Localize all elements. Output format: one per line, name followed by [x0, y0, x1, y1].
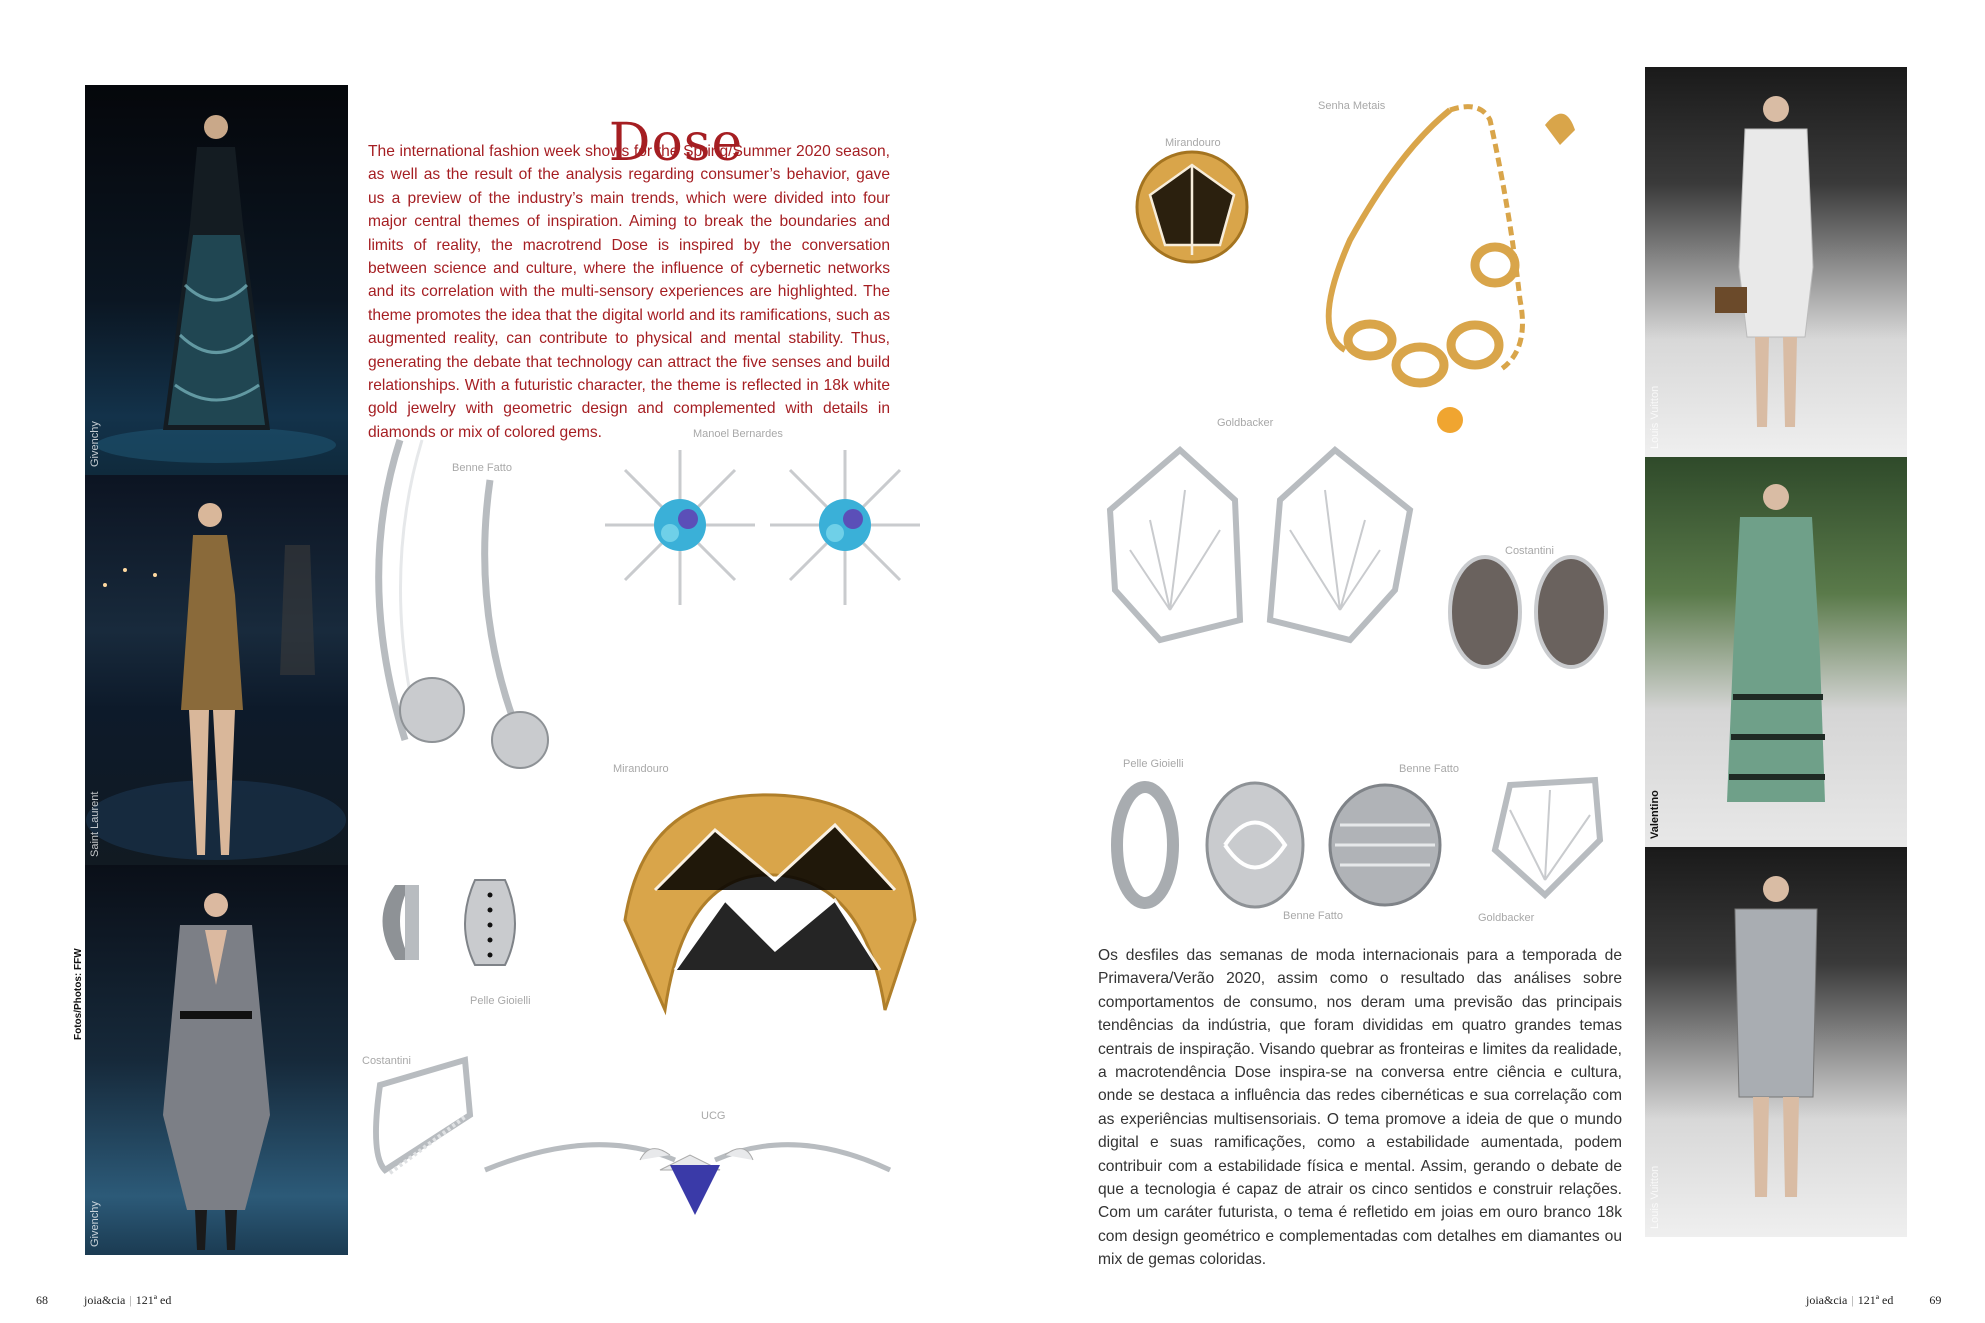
runway-photo-louis-vuitton-1 — [1645, 67, 1907, 457]
brand-label-pelle-gioielli: Pelle Gioielli — [1123, 758, 1184, 770]
photo-credit: Givenchy — [89, 1201, 101, 1247]
brand-label-costantini: Costantini — [362, 1055, 411, 1067]
edition-number: 121ª ed — [135, 1293, 172, 1307]
brand-label-ucg: UCG — [701, 1110, 726, 1122]
model-figure — [1645, 847, 1907, 1237]
gold-cuff-image — [605, 770, 935, 1080]
tanzanite-bracelet-image — [475, 1120, 895, 1250]
body-text-portuguese: Os desfiles das semanas de moda internacionais para a temporada de Primavera/Verão 2020, assim como o resultado das análises sobre comportamentos de consumo, nos deram uma previsão das principais tendências da indústria, que foram divididas em quatro grandes temas centrais de inspiração. Visando quebrar as fronteiras e limites da realidade, a macrotendência Dose inspira-se na conversa entre ciência e cultura, onde se destaca a influência das redes cibernéticas e sua correlação com as experiências multisensoriais. O tema promove a ideia de que o mundo digital e suas ramificações, como a estabilidade aumentada, podem contribuir com a estabilidade física e mental. Assim, gerando o debate de que a tecnologia é capaz de atrair os cinco sentidos e construir relações. Com um caráter futurista, o tema é refletido em joias em ouro branco 18k com design geométrico e complementadas com detalhes em diamantes ou mix de gemas coloridas. — [1098, 947, 1622, 1269]
brand-label-benne-fatto: Benne Fatto — [1399, 763, 1459, 775]
model-figure — [85, 475, 348, 865]
brand-label-manoel-bernardes: Manoel Bernardes — [693, 428, 783, 440]
runway-photo-givenchy-1 — [85, 85, 348, 475]
magazine-name: joia&cia — [84, 1293, 126, 1307]
edition-number: 121ª ed — [1857, 1293, 1894, 1307]
runway-photo-givenchy-2 — [85, 865, 348, 1255]
photo-credit: Saint Laurent — [89, 791, 101, 857]
brand-label-benne-fatto: Benne Fatto — [452, 462, 512, 474]
model-figure — [1645, 67, 1907, 457]
photo-credit: Louis Vuitton — [1649, 1165, 1661, 1229]
page-number: 68 — [36, 1293, 48, 1307]
square-ring-image — [355, 1055, 485, 1215]
brand-label-benne-fatto: Benne Fatto — [1283, 910, 1343, 922]
brand-label-costantini: Costantini — [1505, 545, 1554, 557]
runway-photo-louis-vuitton-2 — [1645, 847, 1907, 1237]
photo-credit: Valentino — [1649, 790, 1661, 839]
model-figure — [85, 85, 348, 475]
gold-link-bracelet-image — [1290, 90, 1590, 440]
page-number: 69 — [1929, 1293, 1942, 1307]
silver-rings-row-image — [1100, 770, 1635, 920]
photo-credit: Louis Vuitton — [1649, 385, 1661, 449]
brand-label-mirandouro: Mirandouro — [613, 763, 669, 775]
runway-photo-valentino — [1645, 457, 1907, 847]
runway-photo-saint-laurent — [85, 475, 348, 865]
photo-credit: Givenchy — [89, 421, 101, 467]
brand-label-goldbacker: Goldbacker — [1478, 912, 1535, 924]
model-figure — [1645, 457, 1907, 847]
body-text-english: The international fashion week shows for the Spring/Summer 2020 season, as well as the result of the analysis regarding consumer’s behavior, gave us a preview of the industry’s main trends, which were divided into four major central themes of inspiration. Aiming to break the boundaries and limits of reality, the macrotrend Dose is inspired by the conversation between science and culture, where the influence of cybernetic networks and its correlation with the multi-sensory experiences are highlighted. The theme promotes the idea that the digital world and its ramifications, such as augmented reality, can contribute to physical and mental stability. Thus, generating the debate that technology can attract the five senses and build relationships. With a futuristic character, the theme is reflected in 18k white gold jewelry with geometric design and complemented with details in diamonds or mix of colored gems. — [368, 143, 890, 441]
brand-label-goldbacker: Goldbacker — [1217, 417, 1274, 429]
page-footer-right: joia&cia | 121ª ed 69 — [1806, 1293, 1942, 1307]
starburst-earrings-image — [595, 440, 935, 620]
page-title: Dose — [608, 112, 744, 173]
brand-label-pelle-gioielli: Pelle Gioielli — [470, 995, 531, 1007]
page-footer-left: 68 joia&cia | 121ª ed — [36, 1293, 172, 1307]
brand-label-mirandouro: Mirandouro — [1165, 137, 1221, 149]
magazine-name: joia&cia — [1806, 1293, 1848, 1307]
hexagon-hoop-earrings-image — [1100, 430, 1420, 650]
brand-label-senha-metais: Senha Metais — [1318, 100, 1386, 112]
photo-source-credit: Fotos/Photos: FFW — [73, 948, 84, 1040]
pave-oval-earrings-image — [1443, 550, 1613, 680]
gold-dome-ring-image — [1130, 145, 1260, 285]
model-figure — [85, 865, 348, 1255]
ear-cuffs-image — [365, 865, 545, 985]
